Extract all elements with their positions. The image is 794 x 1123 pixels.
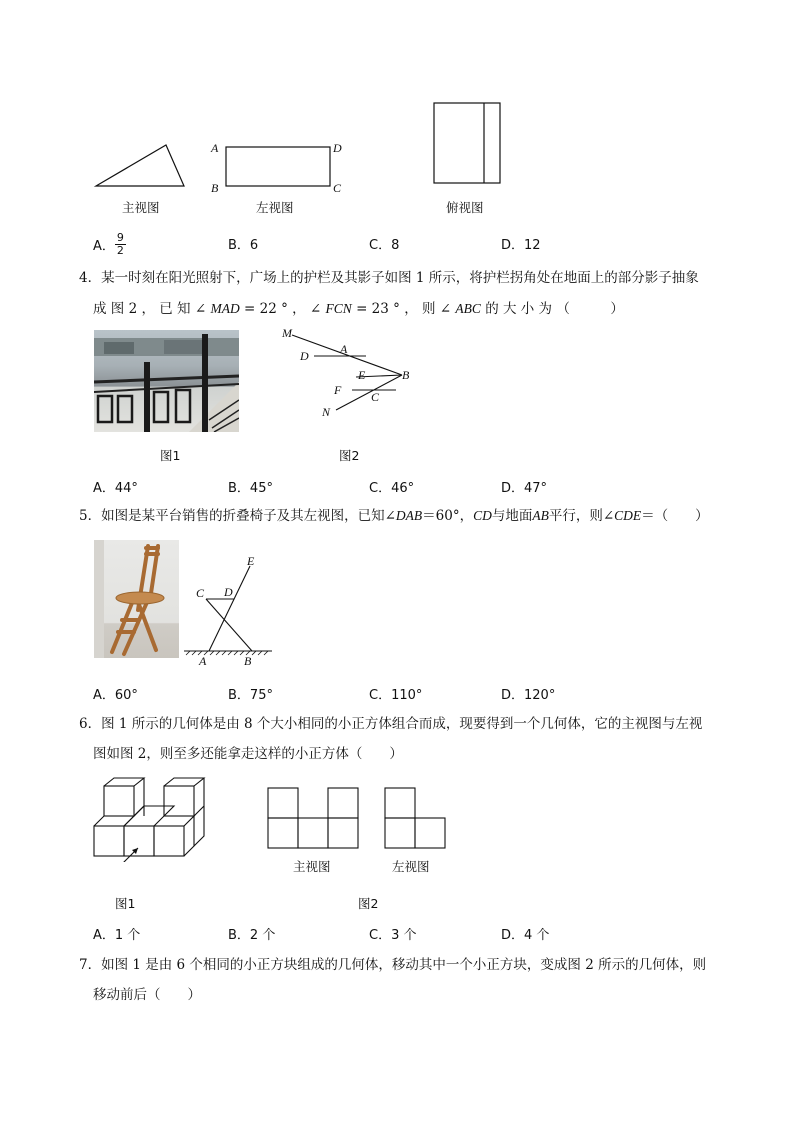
q5-point-b: B — [244, 654, 252, 668]
q6-stem-line1: 6．图 1 所示的几何体是由 8 个大小相同的小正方体组合而成，现要得到一个几何体，它的主视图与左视 — [79, 716, 703, 732]
q3-top-view-figure — [432, 100, 506, 188]
q5-stem-part5: ＝（ ） — [641, 508, 709, 524]
q6-left-view-caption: 左视图 — [392, 859, 430, 874]
q5-point-d: D — [224, 585, 233, 599]
q3-option-d: D．12 — [501, 238, 541, 253]
q3-label-c: C — [333, 181, 342, 195]
q4-point-e: E — [358, 368, 366, 382]
q4-stem-part4: 的 大 小 为 （ ） — [485, 301, 624, 317]
q4-stem-line2 — [93, 299, 624, 319]
q3-left-view-figure — [206, 136, 356, 196]
q4-railing-photo — [94, 330, 239, 432]
q3-fraction-numerator: 9 — [116, 230, 124, 244]
q5-segment-ab: AB — [532, 508, 549, 523]
q3-label-a: A — [211, 141, 219, 155]
q3-fraction-denominator: 2 — [116, 243, 124, 257]
q4-fig1-caption: 图1 — [160, 448, 181, 463]
q6-option-a: A．1 个 — [93, 928, 141, 943]
q3-label-b: B — [211, 181, 219, 195]
q4-point-m: M — [282, 326, 292, 340]
q5-option-a: A．60° — [93, 688, 138, 703]
q6-stem-line2: 图如图 2，则至多还能拿走这样的小正方体（ ） — [93, 746, 403, 762]
q4-point-n: N — [322, 405, 331, 419]
q6-cube-stack-figure — [92, 776, 210, 862]
q4-stem-part1: 成 图 2 ， 已 知 ∠ — [93, 301, 207, 317]
q4-point-d: D — [300, 349, 309, 363]
q5-stem-part3: 与地面 — [491, 508, 533, 524]
q6-option-d: D．4 个 — [501, 928, 550, 943]
q5-stem-part1: 5．如图是某平台销售的折叠椅子及其左视图，已知∠ — [79, 508, 396, 524]
q4-stem-line1: 4．某一时刻在阳光照射下，广场上的护栏及其影子如图 1 所示，将护栏拐角处在地面上的部分影子抽象 — [79, 270, 699, 286]
q3-top-view-caption: 俯视图 — [446, 200, 484, 215]
q5-angle-dab: DAB — [395, 508, 423, 523]
q5-stem — [79, 506, 709, 526]
q4-option-a: A．44° — [93, 481, 138, 496]
q6-left-view-figure — [383, 786, 447, 850]
q4-point-a: A — [340, 342, 348, 356]
q4-point-b: B — [402, 368, 410, 382]
q4-fig2-caption: 图2 — [339, 448, 360, 463]
q6-fig1-caption: 图1 — [115, 896, 136, 911]
q6-front-view-figure — [266, 786, 360, 850]
q7-stem-line2: 移动前后（ ） — [93, 987, 201, 1003]
q5-option-b: B．75° — [228, 688, 273, 703]
q4-angle-fcn: FCN — [325, 301, 352, 316]
q4-option-d: D．47° — [501, 481, 548, 496]
q4-angle-mad: MAD — [210, 301, 240, 316]
q5-segment-cd: CD — [473, 508, 492, 523]
q6-option-b: B．2 个 — [228, 928, 276, 943]
q6-option-c: C．3 个 — [369, 928, 417, 943]
q6-fig2-caption: 图2 — [358, 896, 379, 911]
q6-front-view-caption: 主视图 — [293, 859, 331, 874]
q4-angle-figure — [276, 322, 426, 422]
q5-angle-cde: CDE — [614, 508, 642, 523]
q4-stem-part2: = 22 ° ， ∠ — [244, 301, 322, 317]
q5-point-e: E — [247, 554, 255, 568]
q3-label-d: D — [333, 141, 342, 155]
q3-option-c: C．8 — [369, 238, 400, 253]
q3-front-view-figure — [90, 140, 190, 192]
q3-option-a — [93, 226, 126, 262]
q5-option-d: D．120° — [501, 688, 556, 703]
q5-stem-part4: 平行，则∠ — [548, 508, 615, 524]
q4-option-b: B．45° — [228, 481, 273, 496]
q3-option-b: B．6 — [228, 238, 259, 253]
q5-chair-side-view-figure — [184, 552, 280, 670]
q4-point-c: C — [371, 390, 380, 404]
q4-stem-part3: = 23 ° ， 则 ∠ — [356, 301, 452, 317]
q4-option-c: C．46° — [369, 481, 415, 496]
q5-chair-photo — [94, 540, 179, 658]
q3-option-a-prefix: A． — [93, 238, 115, 254]
q5-option-c: C．110° — [369, 688, 423, 703]
q5-stem-part2: ＝60°， — [422, 508, 474, 524]
q4-point-f: F — [334, 383, 342, 397]
q3-front-view-caption: 主视图 — [122, 200, 160, 215]
q5-point-a: A — [199, 654, 207, 668]
q4-angle-abc: ABC — [455, 301, 481, 316]
q3-option-a-fraction — [115, 232, 126, 257]
q5-point-c: C — [196, 586, 205, 600]
q7-stem-line1: 7．如图 1 是由 6 个相同的小正方块组成的几何体，移动其中一个小正方块，变成图 2 所示的几何体，则 — [79, 957, 707, 973]
q3-left-view-caption: 左视图 — [256, 200, 294, 215]
